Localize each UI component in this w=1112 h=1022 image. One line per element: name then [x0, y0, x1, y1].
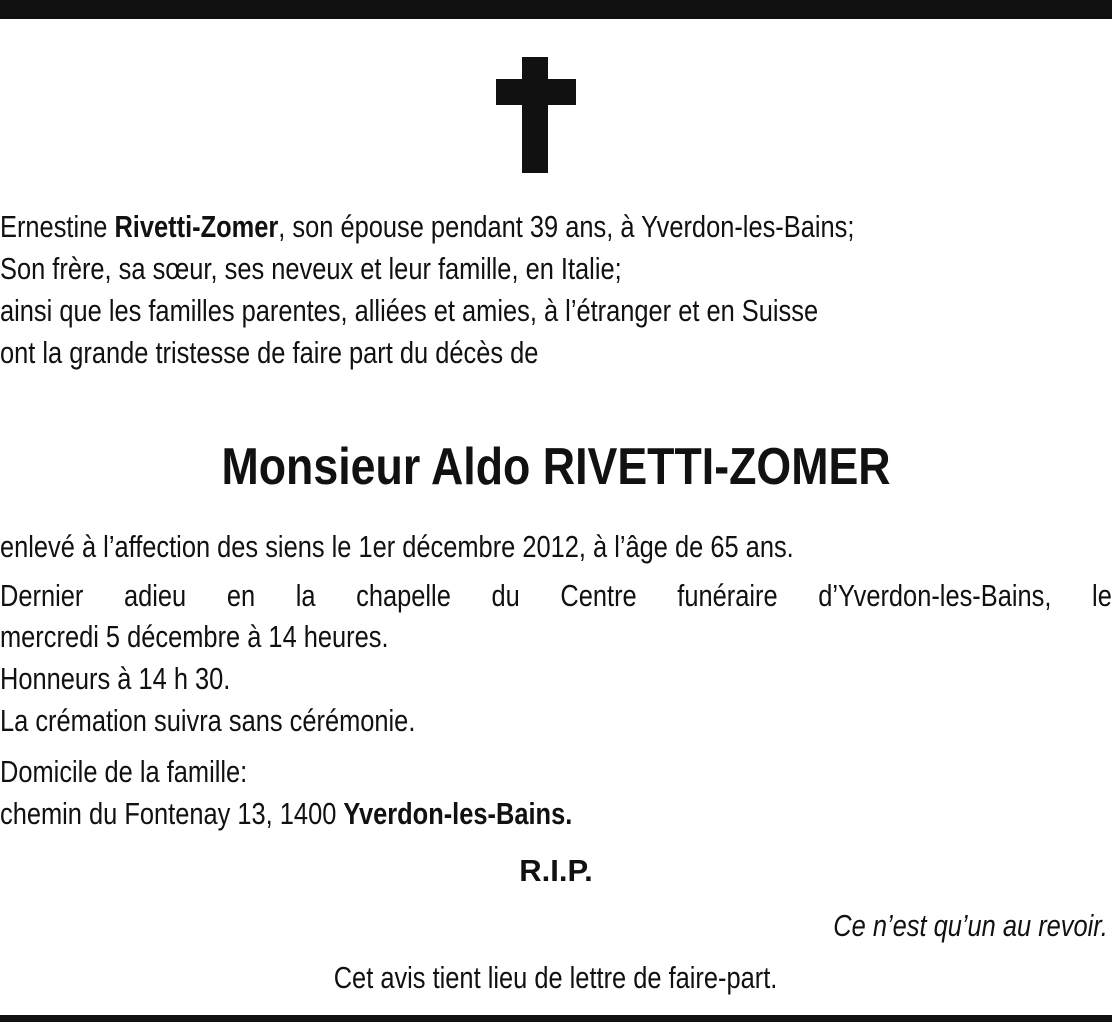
- farewell-word: Dernier: [0, 578, 84, 613]
- domicile-address: chemin du Fontenay 13, 1400 Yverdon-les-Bains.: [0, 796, 573, 831]
- cross-icon: [496, 57, 576, 173]
- farewell-word: chapelle: [356, 578, 451, 613]
- farewell-line-1: [0, 576, 1112, 616]
- top-border-rule: [0, 0, 1112, 19]
- farewell-word: adieu: [123, 578, 187, 613]
- notice-footer: Cet avis tient lieu de lettre de faire-part.: [334, 960, 778, 995]
- death-date-line: enlevé à l’affection des siens le 1er décembre 2012, à l’âge de 65 ans.: [0, 529, 794, 564]
- farewell-word: en: [226, 578, 256, 613]
- farewell-word: du: [491, 578, 520, 613]
- intro-line-spouse: Ernestine Rivetti-Zomer, son épouse pendant 39 ans, à Yverdon-les-Bains;: [0, 209, 855, 244]
- honours-line: Honneurs à 14 h 30.: [0, 661, 231, 696]
- domicile-label: Domicile de la famille:: [0, 754, 248, 789]
- deceased-name: Monsieur Aldo RIVETTI-ZOMER: [221, 438, 891, 496]
- farewell-line-2: mercredi 5 décembre à 14 heures.: [0, 619, 389, 654]
- intro-line-announcement: ont la grande tristesse de faire part du décès de: [0, 335, 539, 370]
- farewell-word: funéraire: [677, 578, 778, 613]
- farewell-word: le: [1092, 578, 1112, 613]
- intro-line-families: ainsi que les familles parentes, alliées et amies, à l’étranger et en Suisse: [0, 293, 819, 328]
- bottom-border-rule: [0, 1015, 1112, 1022]
- farewell-word: d’Yverdon-les-Bains,: [818, 578, 1052, 613]
- rip-text: R.I.P.: [519, 853, 593, 888]
- farewell-word: Centre: [560, 578, 637, 613]
- farewell-word: la: [295, 578, 316, 613]
- intro-line-siblings: Son frère, sa sœur, ses neveux et leur famille, en Italie;: [0, 251, 622, 286]
- spouse-surname: Rivetti-Zomer: [114, 209, 279, 244]
- farewell-motto: Ce n’est qu’un au revoir.: [833, 908, 1108, 943]
- cremation-line: La crémation suivra sans cérémonie.: [0, 703, 416, 738]
- address-city: Yverdon-les-Bains.: [343, 796, 573, 831]
